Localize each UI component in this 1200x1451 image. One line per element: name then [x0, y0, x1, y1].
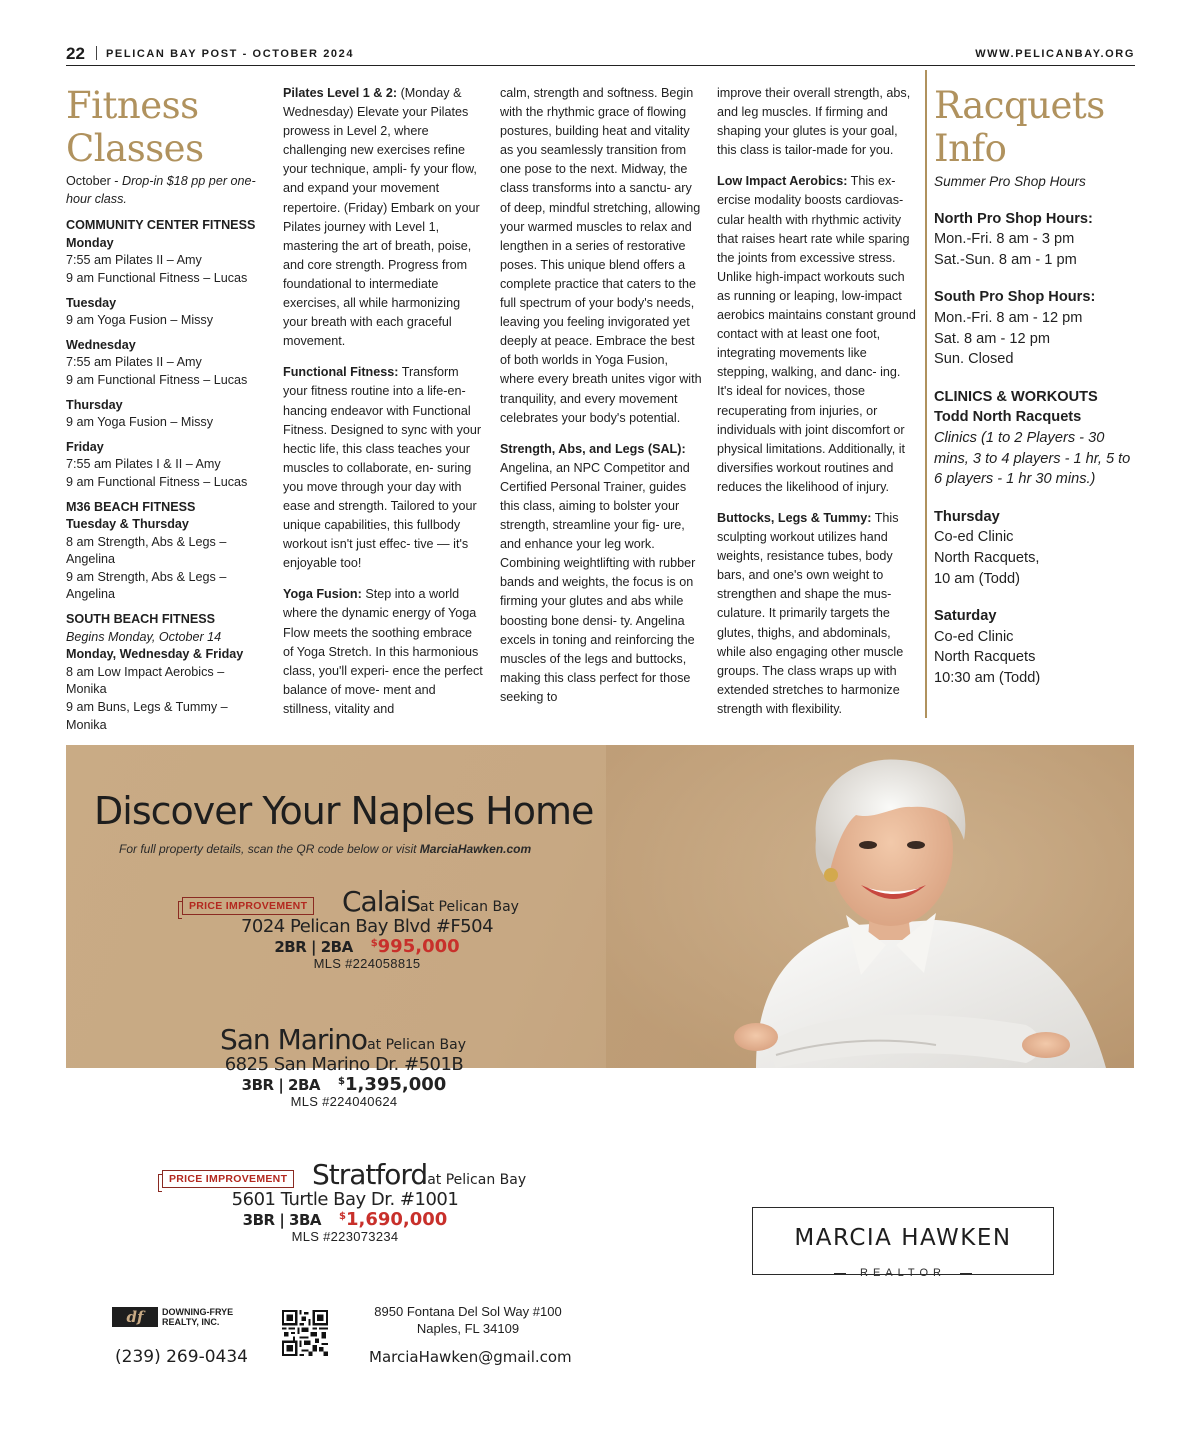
brokerage-logo: df [112, 1307, 158, 1327]
listing-beds-baths: 2BR | 2BA [274, 938, 353, 956]
section-heading: COMMUNITY CENTER FITNESS [66, 218, 256, 233]
qr-code-icon [282, 1310, 328, 1356]
day-heading: Tuesday & Thursday [66, 517, 189, 532]
price-improvement-badge: PRICE IMPROVEMENT [162, 1170, 294, 1188]
realtor-portrait [606, 745, 1134, 1068]
schedule-entry: 7:55 am Pilates II – Amy [66, 253, 202, 268]
listing-mls: MLS #224040624 [290, 1094, 398, 1109]
south-pro-shop-hours: South Pro Shop Hours: Mon.-Fri. 8 am - 12 pm Sat. 8 am - 12 pm Sun. Closed [934, 289, 1096, 368]
fitness-intro: October - Drop-in $18 pp per one-hour class. [66, 174, 256, 206]
day-heading: Monday [66, 235, 114, 250]
buttocks-legs-tummy-description: Buttocks, Legs & Tummy: This sculpting workout utilizes hand weights, resistance tubes, body bars, and one's own weight to strengthen and shape the mus- culature. It primarily targets the glutes, thighs, and abdominals, while also engaging other muscle groups. The class wraps up with extended stretches to harmonize strength with flexibility. [717, 510, 904, 716]
day-heading: Thursday [66, 397, 123, 412]
schedule-day-group [66, 439, 266, 492]
publication-title: PELICAN BAY POST - OCTOBER 2024 [106, 48, 355, 60]
listing-mls: MLS #224058815 [313, 956, 421, 971]
ad-subheading: For full property details, scan the QR code below or visit MarciaHawken.com [119, 842, 532, 856]
schedule-entry: 8 am Strength, Abs & Legs – Angelina [66, 534, 227, 567]
schedule-entry: 7:55 am Pilates I & II – Amy [66, 457, 221, 472]
schedule-entry: 9 am Yoga Fusion – Missy [66, 415, 214, 430]
day-heading: Monday, Wednesday & Friday [66, 647, 244, 662]
website-link[interactable]: WWW.PELICANBAY.ORG [975, 48, 1135, 60]
listing-address: 6825 San Marino Dr. #501B [224, 1054, 464, 1075]
page-number: 22 [66, 44, 85, 63]
thursday-clinic: Thursday Co-ed Clinic North Racquets, 10 am (Todd) [934, 508, 1040, 587]
listing-name: San Marino [220, 1023, 368, 1056]
schedule-entry: 9 am Functional Fitness – Lucas [66, 270, 248, 285]
day-heading: Wednesday [66, 337, 136, 352]
listing-name: Stratford [312, 1158, 428, 1191]
saturday-clinic: Saturday Co-ed Clinic North Racquets 10:30 am (Todd) [934, 608, 1041, 686]
listing-location: at Pelican Bay [420, 899, 519, 915]
fitness-title: Fitness Classes [66, 84, 204, 170]
functional-fitness-description: Functional Fitness: Transform your fitness routine into a life-en- hancing endeavor with Functional Fitness. Designed to sync with your hectic life, this class teaches your muscles to collaborate, en- suring you move through your day with ease and strength. Tailored to your unique capabilities, this fullbody workout isn't just effec- tive — it's enjoyable too! [283, 365, 482, 571]
section-heading: M36 BEACH FITNESS [66, 499, 196, 514]
listing-calais[interactable] [212, 885, 522, 971]
listing-location: at Pelican Bay [427, 1172, 527, 1188]
yoga-fusion-continued: calm, strength and softness. Begin with the rhythmic grace of flowing postures, building heat and vitality as you seamlessly transition from one pose to the next. Midway, the class transforms into a sanctu- ary of deep, mindful stretching, allowing your warmed muscles to relax and lengthen in a series of restorative poses. This unique blend offers a complete practice that caters to the full spectrum of your body's needs, leaving you feeling invigorated yet deeply at peace. Embrace the best of both worlds in Yoga Fusion, where every breath unites vigor with tranquility, and every movement celebrates your body's potential. [500, 86, 702, 425]
page-header [66, 44, 1135, 66]
north-pro-shop-hours: North Pro Shop Hours: Mon.-Fri. 8 am - 3 pm Sat.-Sun. 8 am - 1 pm [934, 210, 1093, 268]
listing-price: $1,395,000 [338, 1074, 447, 1095]
low-impact-aerobics-description: Low Impact Aerobics: This ex- ercise modality boosts cardiovas- cular health with rhythmic activity that raises heart rate while sparing the joints from excessive stress. Unlike high-impact workouts such as running or leaping, low-impact aerobics maintains constant ground contact with at least one foot, integrating movements like stepping, walking, and danc- ing. It's ideal for novices, those recuperating from injuries, or individuals with joint discomfort or physical limitations. Additionally, it diversifies workout routines and reduces the likelihood of injury. [717, 174, 916, 494]
day-heading: Friday [66, 439, 104, 454]
listing-mls: MLS #223073234 [291, 1229, 399, 1244]
schedule-entry: 7:55 am Pilates II – Amy [66, 355, 202, 370]
agent-email[interactable]: MarciaHawken@gmail.com [369, 1348, 572, 1366]
listing-location: at Pelican Bay [367, 1037, 466, 1053]
day-heading: Tuesday [66, 295, 117, 310]
qr-code[interactable] [278, 1306, 332, 1360]
listing-price: $1,690,000 [339, 1209, 448, 1230]
agent-title: REALTOR [752, 1267, 1054, 1279]
schedule-entry: 9 am Buns, Legs & Tummy – Monika [66, 700, 228, 732]
fitness-schedule-column [66, 84, 266, 741]
real-estate-ad [66, 745, 1134, 1367]
brokerage-name: DOWNING-FRYE REALTY, INC. [162, 1307, 234, 1327]
listing-address: 7024 Pelican Bay Blvd #F504 [240, 916, 494, 937]
south-beach-schedule [66, 611, 266, 734]
descriptions-column-3 [500, 84, 702, 719]
agent-name: MARCIA HAWKEN [794, 1225, 1012, 1251]
pilates-description: Pilates Level 1 & 2: (Monday & Wednesday) Elevate your Pilates prowess in Level 2, where challenging new exercises refine your technique, ampli- fy your flow, and expand your movement repertoire. (Friday) Embark on your Pilates journey with Level 1, mastering the art of breath, poise, and core strength. Progress from foundational to intermediate exercises, all while harmonizing your breath with each graceful movement. [283, 86, 480, 349]
agent-name-box [752, 1207, 1054, 1275]
office-address: 8950 Fontana Del Sol Way #100 Naples, FL 34109 [374, 1304, 562, 1336]
community-schedule [66, 217, 266, 287]
descriptions-column-2 [283, 84, 485, 731]
section-heading: SOUTH BEACH FITNESS [66, 612, 216, 627]
agent-phone[interactable]: (239) 269-0434 [115, 1347, 248, 1367]
column-divider [925, 70, 927, 718]
schedule-day-group [66, 337, 266, 390]
start-date: Begins Monday, October 14 [66, 629, 222, 644]
racquets-subtitle: Summer Pro Shop Hours [934, 174, 1086, 189]
schedule-day-group [66, 397, 266, 432]
agent-website-link[interactable]: MarciaHawken.com [419, 842, 532, 856]
listing-beds-baths: 3BR | 3BA [242, 1211, 321, 1229]
listing-beds-baths: 3BR | 2BA [241, 1076, 320, 1094]
schedule-entry: 8 am Low Impact Aerobics – Monika [66, 664, 225, 697]
schedule-entry: 9 am Strength, Abs & Legs – Angelina [66, 569, 227, 602]
sal-continued: improve their overall strength, abs, and leg muscles. If firming and shaping your glutes is your goal, this class is tailor-made for you. [717, 86, 911, 158]
sal-description: Strength, Abs, and Legs (SAL): Angelina, an NPC Competitor and Certified Personal Trainer, guides this class, aiming to bolster your strength, streamline your fig- ure, and enhance your leg work. Combining weightlifting with rubber bands and weights, the focus is on firming your glutes and abs while boosting bone densi- ty. Angelina excels in toning and reinforcing the muscles of the legs and buttocks, making this class perfect for those seeking to [500, 441, 696, 704]
racquets-column [934, 84, 1135, 705]
racquets-title: Racquets Info [934, 84, 1105, 170]
listing-address: 5601 Turtle Bay Dr. #1001 [231, 1189, 459, 1210]
ad-headline: Discover Your Naples Home [94, 789, 594, 833]
descriptions-column-4 [717, 84, 919, 731]
listing-price: $995,000 [370, 936, 460, 957]
schedule-entry: 9 am Yoga Fusion – Missy [66, 313, 214, 328]
schedule-entry: 9 am Functional Fitness – Lucas [66, 372, 248, 387]
listing-san-marino[interactable] [184, 1023, 504, 1109]
header-rule [66, 65, 1135, 66]
schedule-day-group [66, 295, 266, 330]
header-divider [96, 46, 97, 60]
listing-stratford[interactable] [192, 1158, 527, 1244]
schedule-entry: 9 am Functional Fitness – Lucas [66, 474, 248, 489]
m36-schedule [66, 499, 266, 605]
price-improvement-badge: PRICE IMPROVEMENT [182, 897, 314, 915]
listing-name: Calais [342, 885, 421, 918]
clinics-workouts: CLINICS & WORKOUTS Todd North Racquets Clinics (1 to 2 Players - 30 mins, 3 to 4 players - 1 hr, 5 to 6 players - 1 hr 30 mins.) [934, 388, 1131, 488]
yoga-fusion-description: Yoga Fusion: Step into a world where the dynamic energy of Yoga Flow meets the soothing embrace of Yoga Stretch. In this harmonious class, you'll experi- ence the perfect balance of move- ment and stillness, vitality and [283, 587, 483, 716]
